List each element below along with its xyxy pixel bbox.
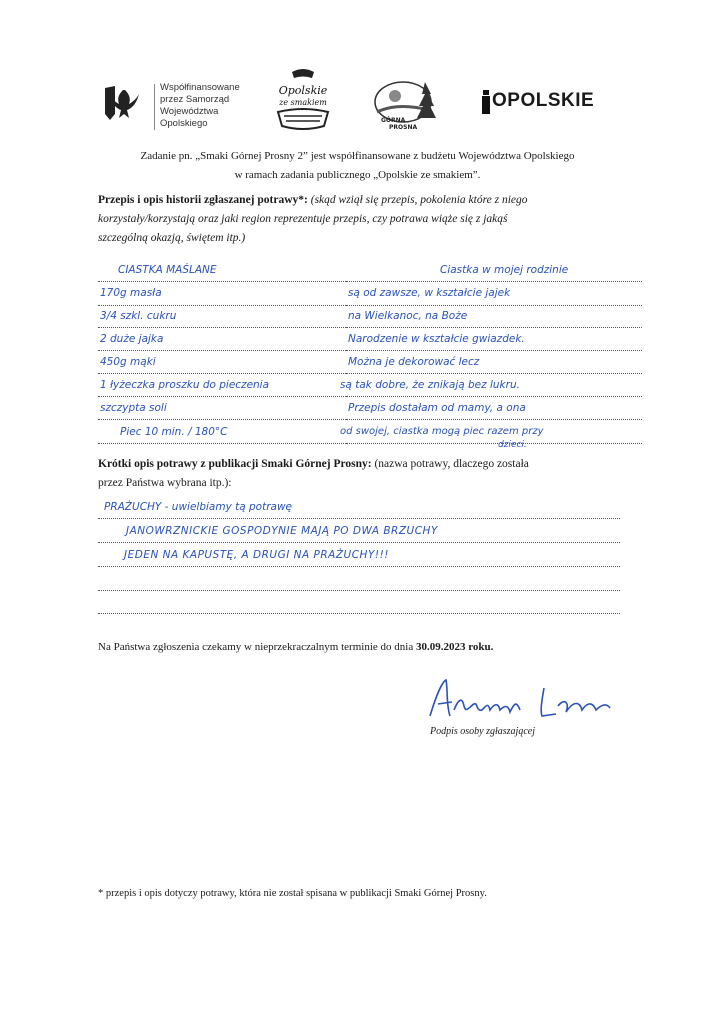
dotted-line [346,373,642,374]
dotted-line [98,396,346,397]
section1-label-italic: korzystały/korzystają oraz jaki region reprezentuje przepis, czy potrawa wiąże się z jakąś [98,213,508,225]
eagle-coat-of-arms-icon [103,84,145,122]
dotted-line [98,542,620,543]
cofunding-label [160,82,240,130]
story-extra: dzieci. [498,440,527,450]
intro-line-2: w ramach zadania publicznego „Opolskie ze smakiem”. [234,169,481,181]
cofund-line: Opolskiego [160,118,208,129]
section2-label-rest: (nazwa potrawy, dlaczego została [371,458,529,470]
signature-caption: Podpis osoby zgłaszającej [430,726,535,737]
ingredient-line: 2 duże jajka [100,333,164,345]
story-line: są tak dobre, że znikają bez lukru. [340,379,520,391]
opolskie-ze-smakiem-logo [270,64,336,134]
ingredient-line: 3/4 szkl. cukru [100,310,177,322]
section2-answer: PRAŻUCHY - uwielbiamy tą potrawę [104,501,293,513]
signature-handwritten [424,676,624,726]
cofund-line: Współfinansowane [160,82,240,93]
dotted-line [346,419,642,420]
dotted-line [98,590,620,591]
prosna-logo-line: GÓRNA [381,117,406,124]
dotted-line [98,443,346,444]
ingredient-line: CIASTKA MAŚLANE [118,264,217,276]
section2-label-bold: Krótki opis potrawy z publikacji Smaki Górnej Prosny: [98,458,372,470]
dotted-line [346,396,642,397]
deadline-date: 30.09.2023 roku. [415,641,494,653]
dotted-line [98,373,346,374]
dotted-line [98,327,346,328]
section2-answer: JANOWRZNICKIE GOSPODYNIE MAJĄ PO DWA BRZUCHY [126,525,438,537]
dotted-line [346,443,642,444]
section1-label-italic: szczególną okazją, świętem itp.) [98,232,246,244]
story-line: od swojej, ciastka mogą piec razem przy [340,426,544,437]
intro-line-1: Zadanie pn. „Smaki Górnej Prosny 2” jest współfinansowane z budżetu Województwa Opolskiego [140,150,575,162]
ingredient-line: 450g mąki [100,356,156,368]
story-line: Przepis dostałam od mamy, a ona [348,402,526,414]
prosna-logo-line: PROSNA [389,124,418,130]
dotted-line [346,281,642,282]
section1-label-bold: Przepis i opis historii zgłaszanej potrawy*: [98,194,308,206]
section2-label-line2: przez Państwa wybrana itp.): [98,477,232,489]
deadline-text [98,641,493,653]
ingredient-line: 170g masła [100,287,162,299]
ingredient-line: Piec 10 min. / 180°C [120,426,228,438]
cofund-line: przez Samorząd [160,94,230,105]
story-line: Narodzenie w kształcie gwiazdek. [348,333,525,345]
deadline-label: Na Państwa zgłoszenia czekamy w nieprzekraczalnym terminie do dnia [98,641,416,653]
smak-logo-line: Opolskie [278,84,328,97]
ingredient-line: 1 łyżeczka proszku do pieczenia [100,379,270,391]
story-line: są od zawsze, w kształcie jajek [348,287,511,299]
section1-label [98,191,638,248]
section1-label-italic: (skąd wziął się przepis, pokolenia które z niego [307,194,528,206]
dotted-line [98,419,346,420]
dotted-line [98,281,346,282]
story-line: Ciastka w mojej rodzinie [440,264,569,276]
opolskie-flag-icon [480,90,492,114]
dotted-line [98,566,620,567]
dotted-line [98,613,620,614]
smak-logo-line: ze smakiem [279,98,327,107]
dotted-line [98,518,620,519]
cofund-line: Województwa [160,106,219,117]
dotted-line [346,327,642,328]
section2-label [98,455,638,493]
ingredient-line: szczypta soli [100,402,167,414]
dotted-line [98,305,346,306]
dotted-line [346,305,642,306]
story-line: na Wielkanoc, na Boże [348,310,468,322]
dotted-line [346,350,642,351]
footnote: * przepis i opis dotyczy potrawy, która nie został spisana w publikacji Smaki Górnej Prosny. [98,888,487,899]
dotted-line [98,350,346,351]
header-divider [154,84,155,130]
gorna-prosna-logo [367,78,445,130]
section2-answer: JEDEN NA KAPUSTĘ, A DRUGI NA PRAŻUCHY!!! [124,549,389,561]
story-line: Można je dekorować lecz [348,356,480,368]
opolskie-brand: OPOLSKIE [492,90,595,111]
